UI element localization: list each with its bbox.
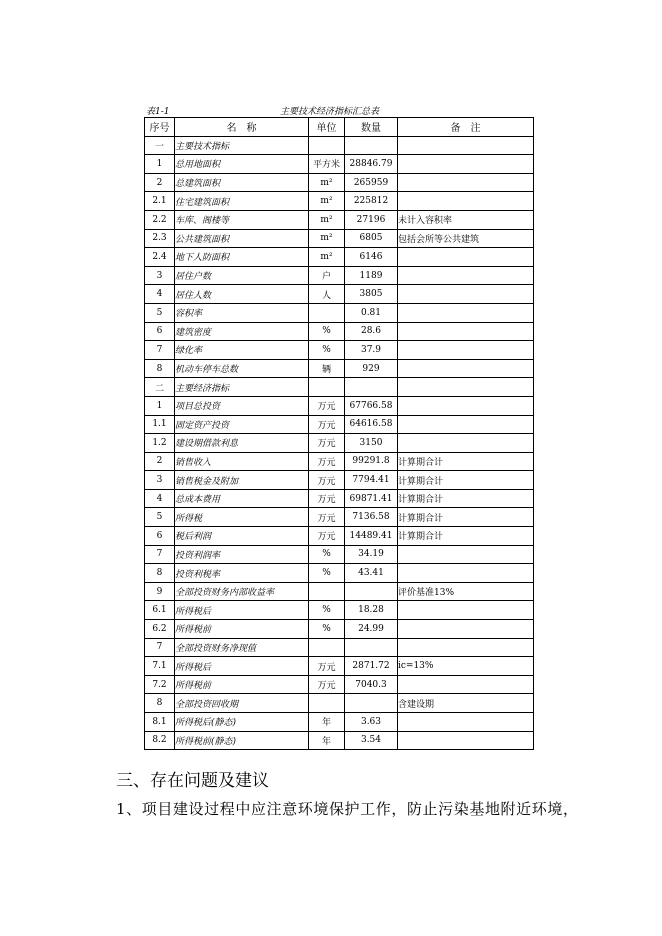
cell-no: 4: [145, 489, 175, 508]
table-header-row: [145, 118, 534, 137]
cell-no: 5: [145, 303, 175, 322]
section-heading: 三、存在问题及建议: [116, 771, 269, 791]
cell-value: 43.41: [345, 564, 398, 583]
cell-unit: %: [309, 341, 345, 360]
cell-name: 公共建筑面积: [175, 229, 309, 248]
cell-unit: %: [309, 322, 345, 341]
cell-no: 1.2: [145, 434, 175, 453]
cell-unit: %: [309, 620, 345, 639]
cell-name: 固定资产投资: [175, 415, 309, 434]
cell-name: 所得税前(静态): [175, 731, 309, 750]
cell-value: 18.28: [345, 601, 398, 620]
cell-value: 24.99: [345, 620, 398, 639]
cell-note: 计算期合计: [398, 471, 534, 490]
cell-name: 总用地面积: [175, 155, 309, 174]
cell-unit: m²: [309, 210, 345, 229]
cell-note: 计算期合计: [398, 489, 534, 508]
table-row: [145, 527, 534, 546]
cell-unit: 户: [309, 266, 345, 285]
cell-name: 所得税后: [175, 601, 309, 620]
table-row: [145, 136, 534, 155]
cell-unit: 万元: [309, 489, 345, 508]
cell-no: 5: [145, 508, 175, 527]
cell-no: 6.2: [145, 620, 175, 639]
cell-name: 投资利税率: [175, 564, 309, 583]
cell-no: 7.1: [145, 657, 175, 676]
cell-name: 主要经济指标: [175, 378, 309, 397]
table-row: [145, 564, 534, 583]
table-row: [145, 359, 534, 378]
cell-unit: [309, 582, 345, 601]
cell-value: 3.54: [345, 731, 398, 750]
cell-no: 6.1: [145, 601, 175, 620]
table-row: [145, 192, 534, 211]
table-row: [145, 675, 534, 694]
table-row: [145, 434, 534, 453]
cell-no: 二: [145, 378, 175, 397]
cell-no: 2.1: [145, 192, 175, 211]
cell-value: 6146: [345, 248, 398, 267]
cell-value: [345, 136, 398, 155]
cell-no: 8.2: [145, 731, 175, 750]
table-row: [145, 173, 534, 192]
cell-note: [398, 192, 534, 211]
cell-value: 3150: [345, 434, 398, 453]
cell-unit: 万元: [309, 452, 345, 471]
cell-value: 67766.58: [345, 396, 398, 415]
cell-name: 绿化率: [175, 341, 309, 360]
table-row: [145, 657, 534, 676]
cell-note: [398, 675, 534, 694]
cell-unit: 辆: [309, 359, 345, 378]
cell-note: 包括会所等公共建筑: [398, 229, 534, 248]
cell-unit: 万元: [309, 415, 345, 434]
cell-no: 4: [145, 285, 175, 304]
cell-unit: %: [309, 601, 345, 620]
cell-name: 税后利润: [175, 527, 309, 546]
table-label: 表1-1: [146, 107, 170, 117]
cell-no: 6: [145, 322, 175, 341]
table-body: [145, 136, 534, 750]
indicator-table: [144, 117, 534, 750]
cell-note: [398, 303, 534, 322]
table-row: [145, 341, 534, 360]
cell-value: 34.19: [345, 545, 398, 564]
cell-no: 8: [145, 564, 175, 583]
cell-unit: m²: [309, 229, 345, 248]
cell-name: 建筑密度: [175, 322, 309, 341]
cell-note: 未计入容积率: [398, 210, 534, 229]
cell-value: 7040.3: [345, 675, 398, 694]
cell-name: 建设期借款利息: [175, 434, 309, 453]
cell-unit: 万元: [309, 471, 345, 490]
table-row: [145, 378, 534, 397]
cell-value: 28846.79: [345, 155, 398, 174]
cell-value: 28.6: [345, 322, 398, 341]
table-row: [145, 694, 534, 713]
cell-note: [398, 378, 534, 397]
cell-value: 0.81: [345, 303, 398, 322]
cell-note: [398, 545, 534, 564]
cell-unit: %: [309, 564, 345, 583]
cell-no: 7: [145, 545, 175, 564]
table-row: [145, 452, 534, 471]
table-row: [145, 713, 534, 732]
cell-no: 8.1: [145, 713, 175, 732]
cell-unit: 人: [309, 285, 345, 304]
table-row: [145, 620, 534, 639]
cell-value: 929: [345, 359, 398, 378]
cell-note: [398, 434, 534, 453]
cell-unit: %: [309, 545, 345, 564]
cell-value: [345, 378, 398, 397]
table-row: [145, 545, 534, 564]
cell-no: 7.2: [145, 675, 175, 694]
cell-name: 车库、阁楼等: [175, 210, 309, 229]
table-row: [145, 508, 534, 527]
cell-name: 所得税后(静态): [175, 713, 309, 732]
cell-name: 项目总投资: [175, 396, 309, 415]
table-row: [145, 601, 534, 620]
cell-unit: [309, 694, 345, 713]
cell-value: [345, 638, 398, 657]
cell-value: 225812: [345, 192, 398, 211]
cell-name: 所得税前: [175, 620, 309, 639]
cell-value: 7794.41: [345, 471, 398, 490]
cell-no: 1: [145, 396, 175, 415]
cell-value: 7136.58: [345, 508, 398, 527]
cell-name: 投资利润率: [175, 545, 309, 564]
cell-note: [398, 322, 534, 341]
cell-no: 6: [145, 527, 175, 546]
cell-name: 机动车停车总数: [175, 359, 309, 378]
cell-value: 265959: [345, 173, 398, 192]
cell-no: 2.3: [145, 229, 175, 248]
cell-note: [398, 620, 534, 639]
table-row: [145, 155, 534, 174]
header-value: 数量: [345, 118, 398, 137]
cell-no: 2: [145, 452, 175, 471]
cell-no: 一: [145, 136, 175, 155]
cell-no: 7: [145, 341, 175, 360]
cell-name: 地下人防面积: [175, 248, 309, 267]
table-row: [145, 248, 534, 267]
table-row: [145, 638, 534, 657]
cell-value: 3.63: [345, 713, 398, 732]
cell-unit: 万元: [309, 396, 345, 415]
cell-name: 所得税后: [175, 657, 309, 676]
cell-no: 2.2: [145, 210, 175, 229]
cell-unit: m²: [309, 248, 345, 267]
cell-unit: 万元: [309, 675, 345, 694]
cell-unit: 年: [309, 713, 345, 732]
cell-note: [398, 396, 534, 415]
table-row: [145, 396, 534, 415]
cell-unit: 年: [309, 731, 345, 750]
cell-unit: 万元: [309, 508, 345, 527]
cell-value: 6805: [345, 229, 398, 248]
cell-value: 3805: [345, 285, 398, 304]
cell-name: 全部投资回收期: [175, 694, 309, 713]
cell-value: 37.9: [345, 341, 398, 360]
cell-unit: m²: [309, 192, 345, 211]
cell-note: [398, 136, 534, 155]
table-row: [145, 582, 534, 601]
cell-note: [398, 285, 534, 304]
cell-name: 主要技术指标: [175, 136, 309, 155]
cell-name: 所得税: [175, 508, 309, 527]
cell-note: 计算期合计: [398, 452, 534, 471]
cell-no: 7: [145, 638, 175, 657]
cell-no: 3: [145, 471, 175, 490]
cell-note: [398, 173, 534, 192]
cell-value: 27196: [345, 210, 398, 229]
cell-note: [398, 155, 534, 174]
table-row: [145, 210, 534, 229]
cell-unit: [309, 136, 345, 155]
table-row: [145, 471, 534, 490]
table-row: [145, 322, 534, 341]
cell-note: [398, 359, 534, 378]
cell-unit: [309, 638, 345, 657]
cell-note: ic=13%: [398, 657, 534, 676]
cell-note: 计算期合计: [398, 527, 534, 546]
cell-note: [398, 731, 534, 750]
cell-unit: 万元: [309, 657, 345, 676]
header-note: 备 注: [398, 118, 534, 137]
cell-no: 2: [145, 173, 175, 192]
cell-value: 99291.8: [345, 452, 398, 471]
cell-no: 8: [145, 359, 175, 378]
cell-value: 69871.41: [345, 489, 398, 508]
cell-no: 1: [145, 155, 175, 174]
header-name: 名 称: [175, 118, 309, 137]
cell-no: 1.1: [145, 415, 175, 434]
cell-name: 全部投资财务内部收益率: [175, 582, 309, 601]
cell-value: 2871.72: [345, 657, 398, 676]
table-row: [145, 303, 534, 322]
cell-note: 评价基准13%: [398, 582, 534, 601]
cell-value: [345, 582, 398, 601]
cell-unit: 平方米: [309, 155, 345, 174]
table-row: [145, 229, 534, 248]
cell-value: 1189: [345, 266, 398, 285]
cell-no: 2.4: [145, 248, 175, 267]
cell-value: [345, 694, 398, 713]
cell-value: 14489.41: [345, 527, 398, 546]
cell-note: [398, 248, 534, 267]
cell-note: [398, 266, 534, 285]
cell-note: [398, 713, 534, 732]
table-row: [145, 266, 534, 285]
body-paragraph: 1、项目建设过程中应注意环境保护工作，防止污染基地附近环境，: [116, 800, 579, 818]
cell-note: [398, 341, 534, 360]
table-row: [145, 489, 534, 508]
cell-note: [398, 415, 534, 434]
cell-no: 9: [145, 582, 175, 601]
cell-name: 居住户数: [175, 266, 309, 285]
header-unit: 单位: [309, 118, 345, 137]
cell-note: [398, 564, 534, 583]
cell-unit: 万元: [309, 434, 345, 453]
cell-name: 住宅建筑面积: [175, 192, 309, 211]
cell-note: [398, 601, 534, 620]
cell-unit: [309, 303, 345, 322]
table-row: [145, 285, 534, 304]
cell-no: 8: [145, 694, 175, 713]
cell-note: 含建设期: [398, 694, 534, 713]
cell-note: [398, 638, 534, 657]
table-row: [145, 415, 534, 434]
cell-name: 所得税前: [175, 675, 309, 694]
table-title: 主要技术经济指标汇总表: [280, 107, 380, 117]
cell-name: 居住人数: [175, 285, 309, 304]
cell-unit: 万元: [309, 527, 345, 546]
cell-name: 销售税金及附加: [175, 471, 309, 490]
cell-no: 3: [145, 266, 175, 285]
cell-unit: m²: [309, 173, 345, 192]
cell-value: 64616.58: [345, 415, 398, 434]
cell-name: 全部投资财务净现值: [175, 638, 309, 657]
table-row: [145, 731, 534, 750]
cell-name: 总建筑面积: [175, 173, 309, 192]
cell-unit: [309, 378, 345, 397]
cell-name: 总成本费用: [175, 489, 309, 508]
cell-name: 销售收入: [175, 452, 309, 471]
cell-name: 容积率: [175, 303, 309, 322]
cell-note: 计算期合计: [398, 508, 534, 527]
header-no: 序号: [145, 118, 175, 137]
